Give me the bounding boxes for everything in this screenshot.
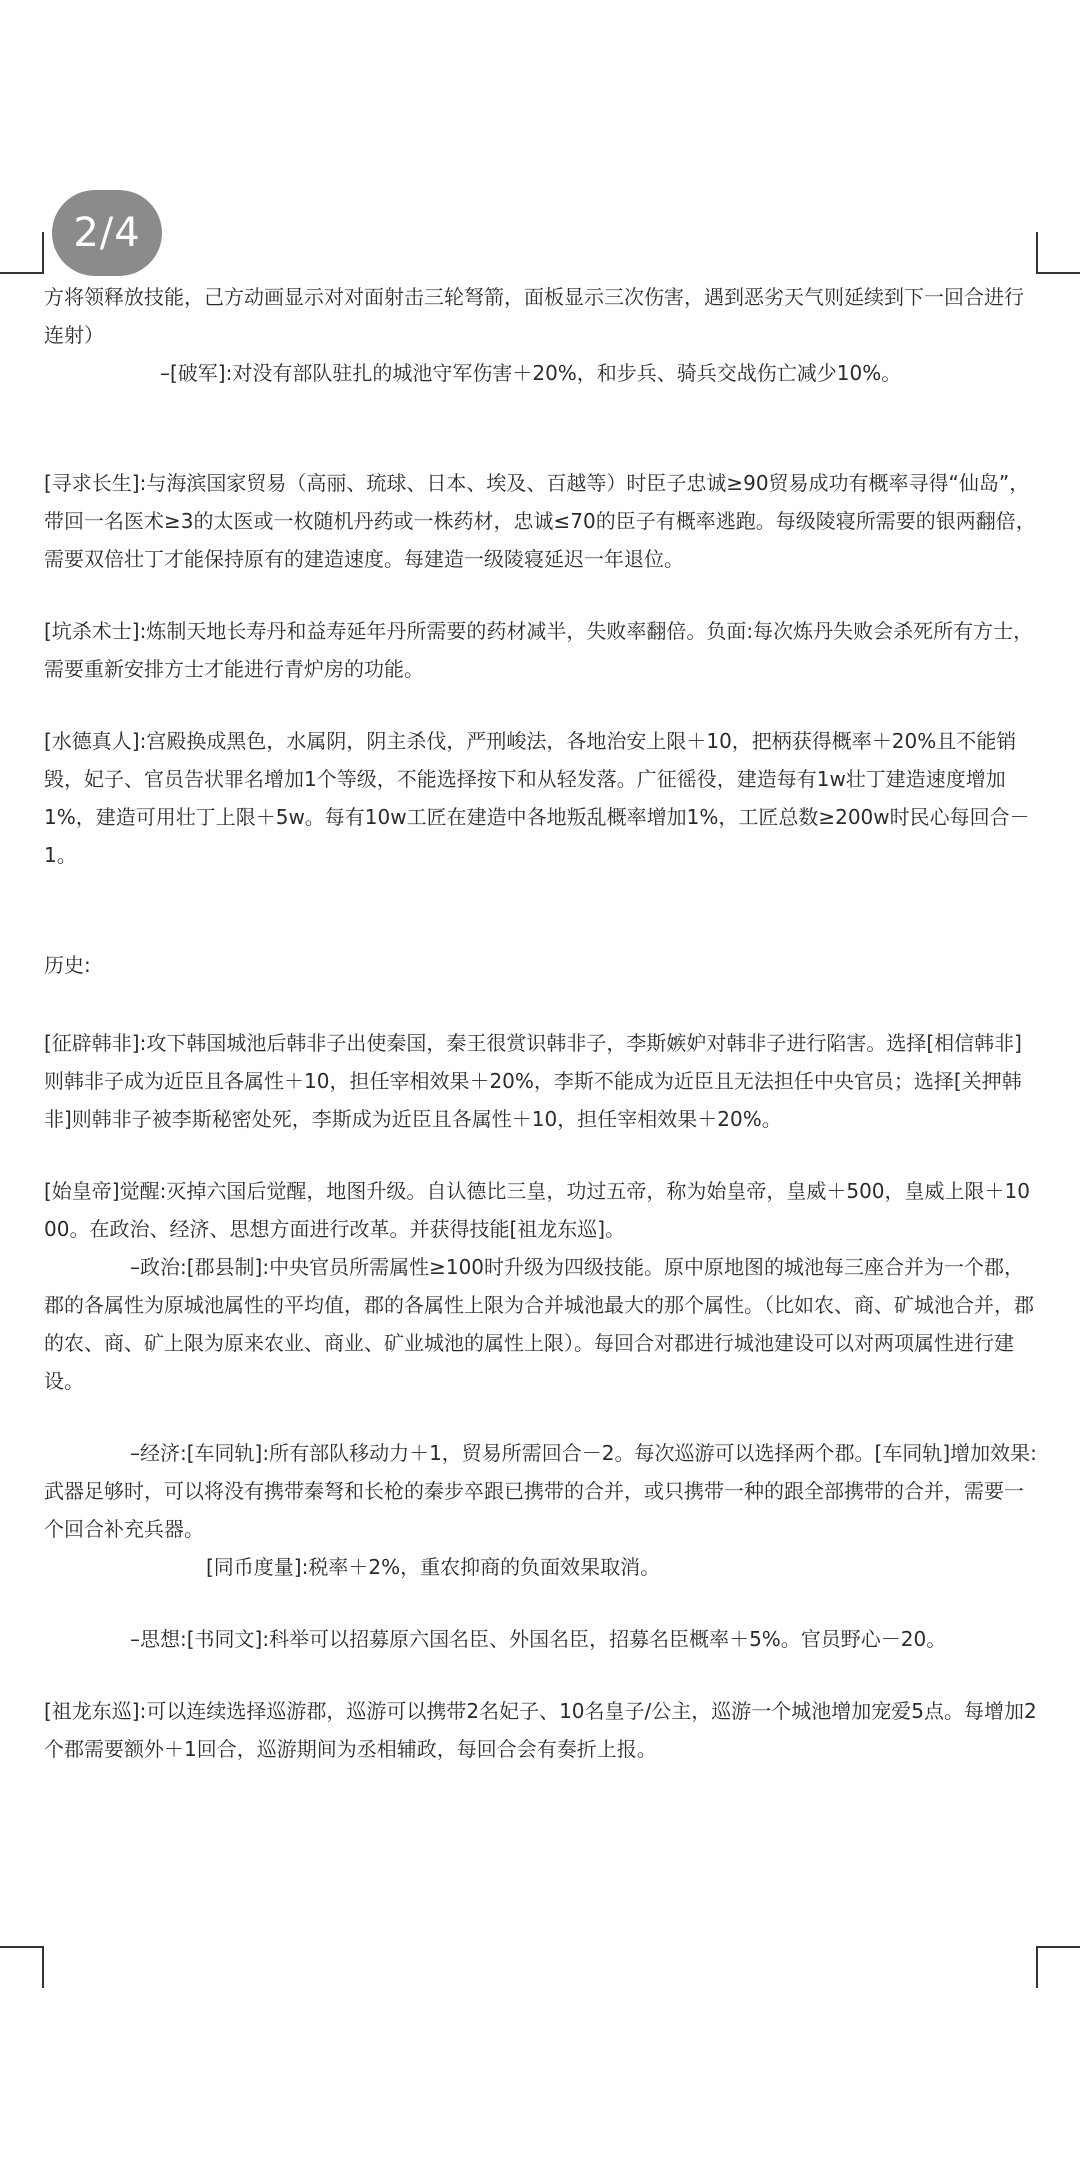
crop-mark-top-right-h [1038,272,1080,274]
crop-mark-top-left-h [0,272,42,274]
crop-mark-bottom-left-h [0,1946,42,1948]
paragraph-pojun: –[破军]:对没有部队驻扎的城池守军伤害＋20%，和步兵、骑兵交战伤亡减少10%。 [160,361,902,385]
paragraph-shuide-zhenren: [水德真人]:宫殿换成黑色，水属阴，阴主杀伐，严刑峻法，各地治安上限＋10，把柄获得概率＋20%且不能销毁，妃子、官员告状罪名增加1个等级，不能选择按下和从轻发落。广征徭役，建造每有1w壮丁建造速度增加1%，建造可用壮丁上限＋5w。每有10w工匠在建造中各地叛乱概率增加1%，工匠总数≥200w时民心每回合－1。 [44,729,1030,867]
crop-mark-bottom-left-v [42,1946,44,1988]
document-body [44,278,1040,1768]
paragraph-tongbi-duliang: [同币度量]:税率＋2%，重农抑商的负面效果取消。 [206,1555,661,1579]
section-heading-history: 历史: [44,953,91,977]
paragraph-economy: –经济:[车同轨]:所有部队移动力＋1，贸易所需回合－2。每次巡游可以选择两个郡。[车同轨]增加效果:武器足够时，可以将没有携带秦弩和长枪的秦步卒跟已携带的合并，或只携带一种的跟全部携带的合并，需要一个回合补充兵器。 [44,1441,1037,1541]
paragraph-xunqiu-changsheng: [寻求长生]:与海滨国家贸易（高丽、琉球、日本、埃及、百越等）时臣子忠诚≥90贸易成功有概率寻得“仙岛”，带回一名医术≥3的太医或一枚随机丹药或一株药材，忠诚≤70的臣子有概率逃跑。每级陵寝所需要的银两翻倍，需要双倍壮丁才能保持原有的建造速度。每建造一级陵寝延迟一年退位。 [44,471,1036,571]
page-indicator-badge: 2/4 [52,190,162,276]
paragraph-kengsha-shushi: [坑杀术士]:炼制天地长寿丹和益寿延年丹所需要的药材减半，失败率翻倍。负面:每次炼丹失败会杀死所有方士，需要重新安排方士才能进行青炉房的功能。 [44,619,1034,681]
crop-mark-bottom-right-v [1036,1946,1038,1988]
paragraph-thought: –思想:[书同文]:科举可以招募原六国名臣、外国名臣，招募名臣概率＋5%。官员野心－20。 [130,1627,947,1651]
paragraph-continuation: 方将领释放技能，己方动画显示对对面射击三轮弩箭，面板显示三次伤害，遇到恶劣天气则延续到下一回合进行连射） [44,285,1024,347]
paragraph-zulong-dongxun: [祖龙东巡]:可以连续选择巡游郡，巡游可以携带2名妃子、10名皇子/公主，巡游一个城池增加宠爱5点。每增加2个郡需要额外＋1回合，巡游期间为丞相辅政，每回合会有奏折上报。 [44,1699,1037,1761]
paragraph-politics: –政治:[郡县制]:中央官员所需属性≥100时升级为四级技能。原中原地图的城池每三座合并为一个郡，郡的各属性为原城池属性的平均值，郡的各属性上限为合并城池最大的那个属性。（比如农、商、矿城池合并，郡的农、商、矿上限为原来农业、商业、矿业城池的属性上限）。每回合对郡进行城池建设可以对两项属性进行建设。 [44,1255,1034,1393]
paragraph-zhengbi-hanfei: [征辟韩非]:攻下韩国城池后韩非子出使秦国，秦王很赏识韩非子，李斯嫉妒对韩非子进行陷害。选择[相信韩非]则韩非子成为近臣且各属性＋10，担任宰相效果＋20%，李斯不能成为近臣且无法担任中央官员；选择[关押韩非]则韩非子被李斯秘密处死，李斯成为近臣且各属性＋10，担任宰相效果＋20%。 [44,1031,1022,1131]
paragraph-shihuangdi: [始皇帝]觉醒:灭掉六国后觉醒，地图升级。自认德比三皇，功过五帝，称为始皇帝，皇威＋500，皇威上限＋1000。在政治、经济、思想方面进行改革。并获得技能[祖龙东巡]。 [44,1179,1030,1241]
crop-mark-top-left-v [42,232,44,274]
crop-mark-bottom-right-h [1038,1946,1080,1948]
crop-mark-top-right-v [1036,232,1038,274]
